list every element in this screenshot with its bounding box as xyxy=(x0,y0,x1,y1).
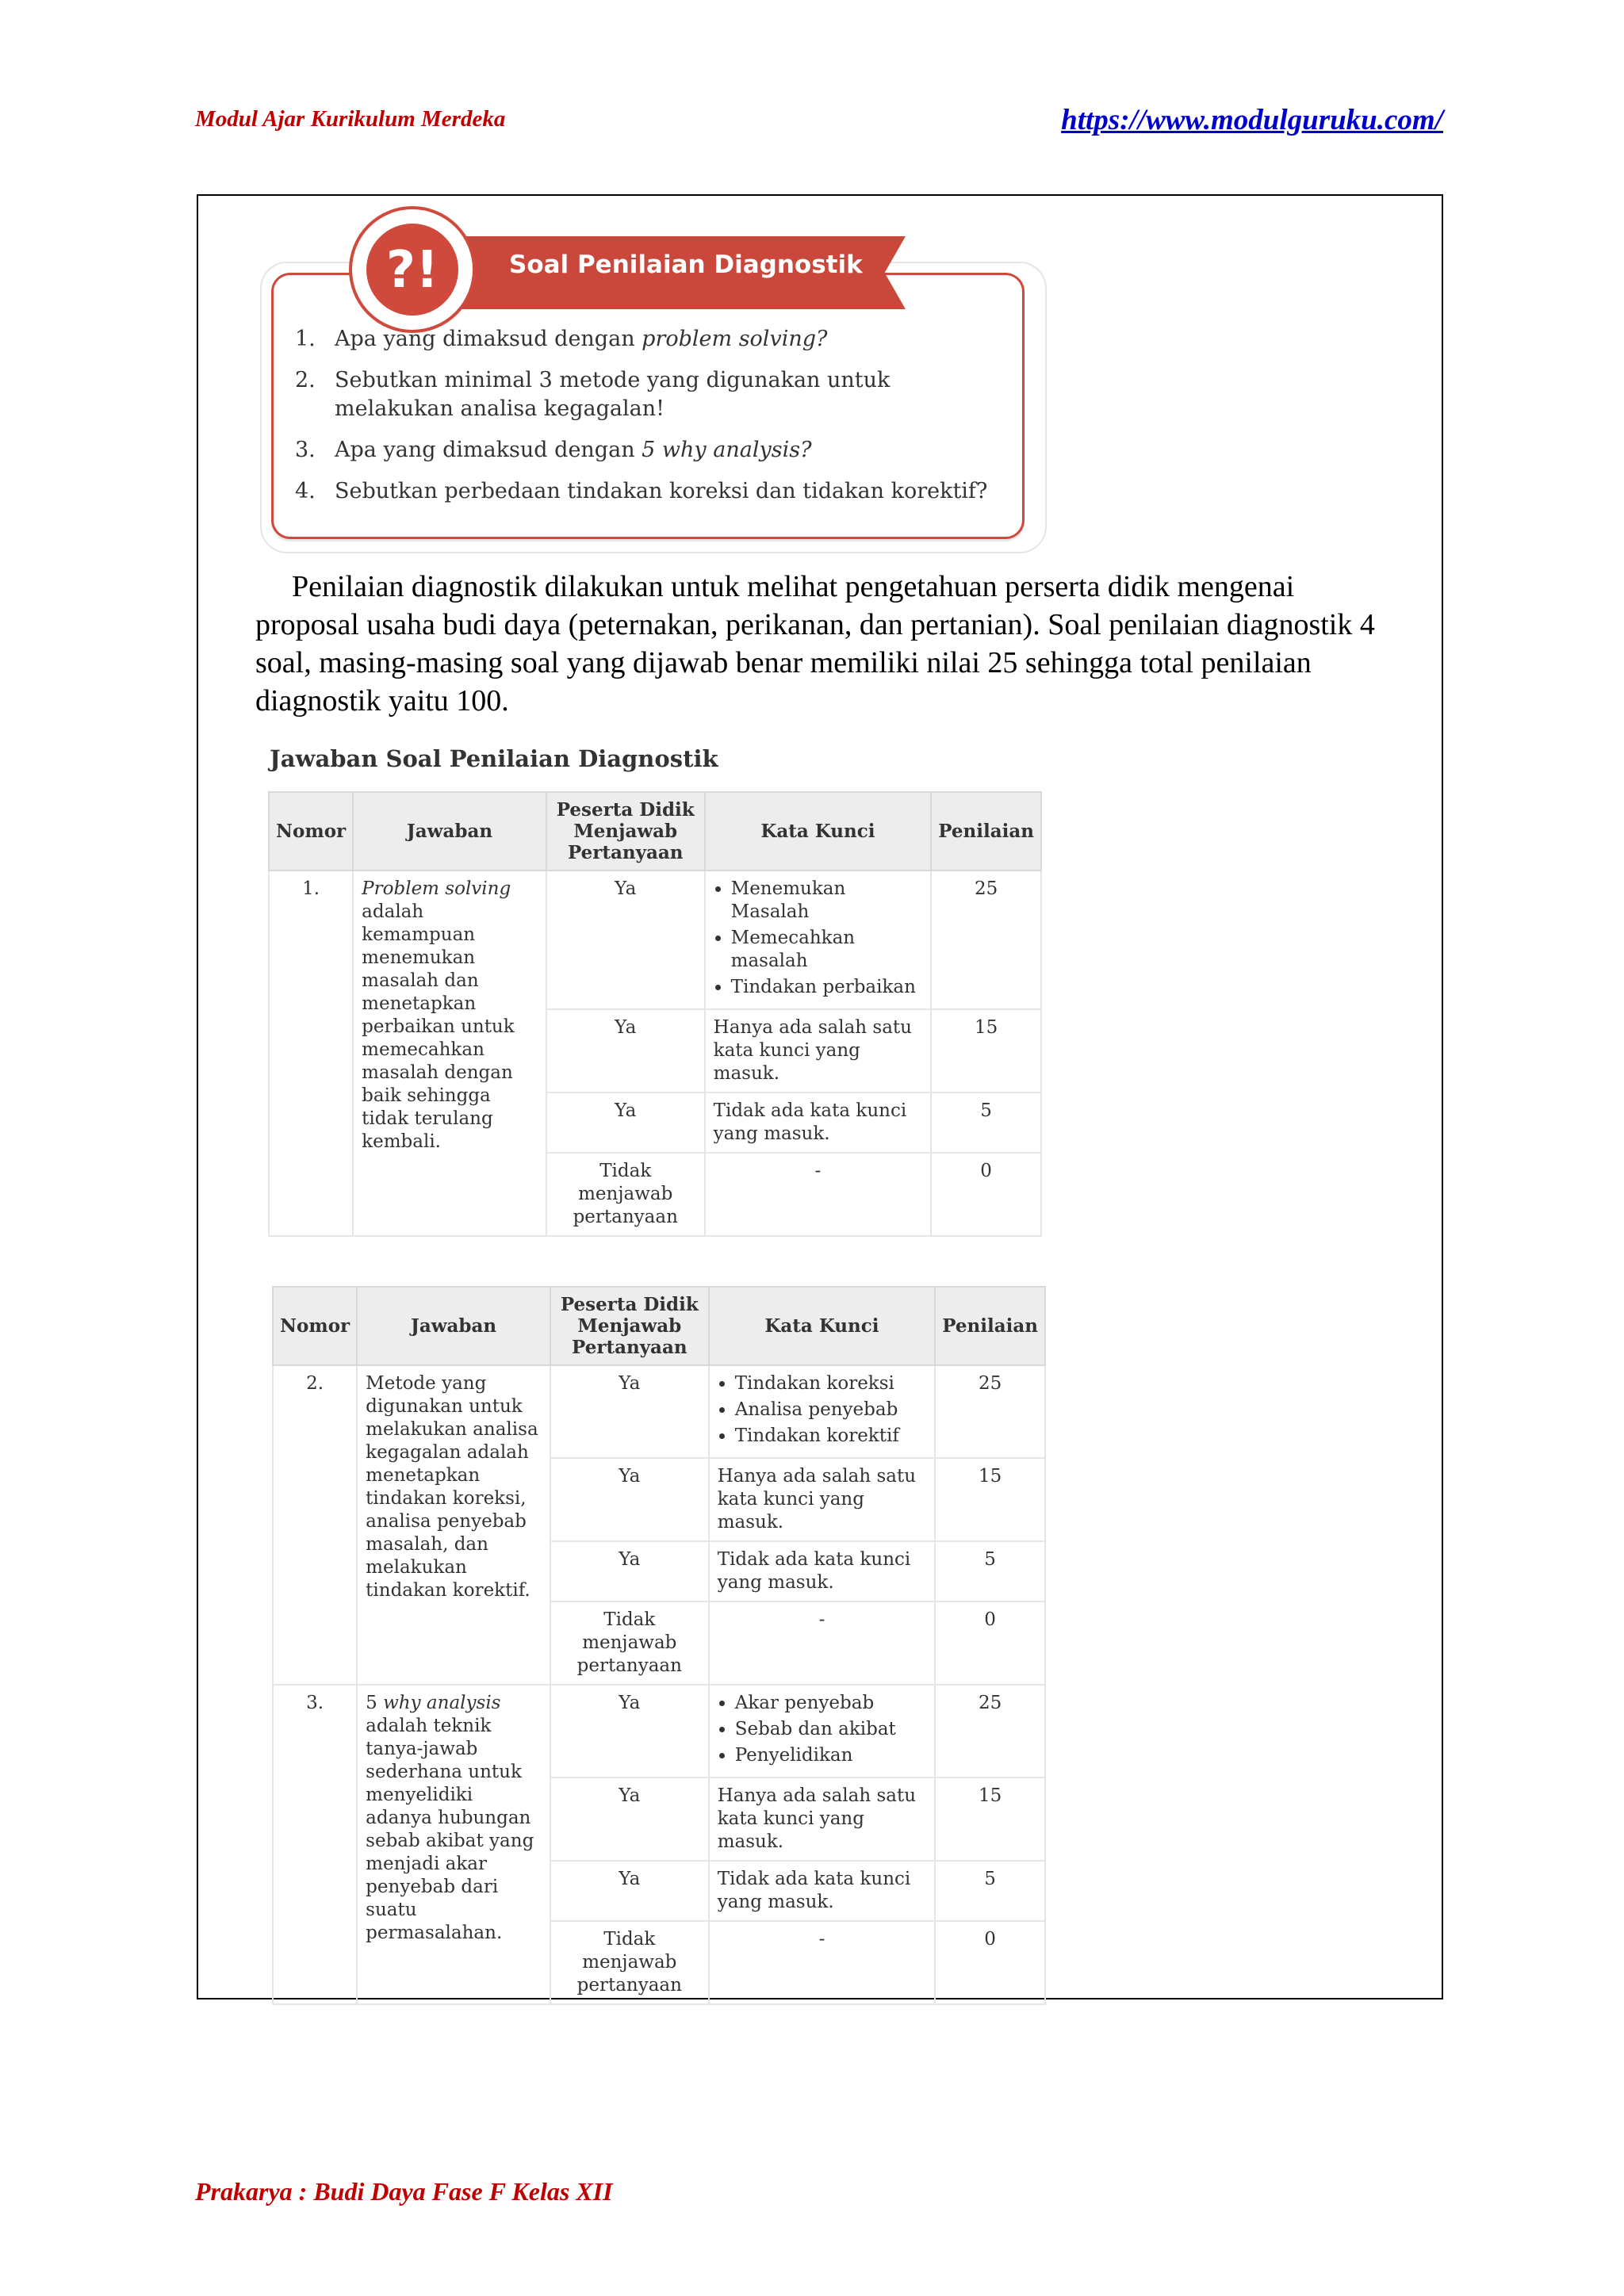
question-item xyxy=(295,366,1009,423)
keywords-cell xyxy=(709,1365,936,1458)
diagnostic-title: Soal Penilaian Diagnostik xyxy=(509,251,863,279)
answer-cell: Metode yang digunakan untuk melakukan analisa kegagalan adalah menetapkan tindakan koreksi, analisa penyebab masalah, dan melakukan tindakan korektif. xyxy=(357,1365,550,1685)
response-cell: Tidak menjawab pertanyaan xyxy=(550,1601,709,1685)
answer-cell xyxy=(353,871,546,1236)
question-emphasis: 5 why analysis? xyxy=(642,438,812,462)
table-row xyxy=(273,1365,1045,1458)
col-jawaban: Jawaban xyxy=(353,792,546,871)
row-number: 2. xyxy=(273,1365,357,1685)
question-text: Sebutkan minimal 3 metode yang digunakan untuk melakukan analisa kegagalan! xyxy=(335,368,891,421)
keywords-cell: Tidak ada kata kunci yang masuk. xyxy=(709,1861,936,1921)
question-text: Sebutkan perbedaan tindakan koreksi dan tidakan korektif? xyxy=(335,479,988,503)
keywords-cell: Tidak ada kata kunci yang masuk. xyxy=(709,1541,936,1601)
col-penilaian: Penilaian xyxy=(931,792,1041,871)
table-header-row xyxy=(269,792,1041,871)
keyword: • Tindakan korektif xyxy=(735,1425,927,1448)
answer-prefix: 5 xyxy=(366,1693,384,1713)
row-number: 3. xyxy=(273,1685,357,2004)
question-number: 4. xyxy=(295,479,316,503)
question-number: 1. xyxy=(295,327,316,351)
score-cell: 0 xyxy=(935,1601,1045,1685)
body-paragraph xyxy=(255,568,1381,720)
paragraph-text: Penilaian diagnostik dilakukan untuk melihat pengetahuan perserta didik mengenai proposal usaha budi daya (peternakan, perikanan, dan pertanian). Soal penilaian diagnostik 4 soal, masing-masing soal yang dijawab benar memiliki nilai 25 sehingga total penilaian diagnostik yaitu 100. xyxy=(255,570,1375,718)
footer-text: Prakarya : Budi Daya Fase F Kelas XII xyxy=(195,2177,613,2206)
keywords-cell: Hanya ada salah satu kata kunci yang masuk. xyxy=(709,1458,936,1541)
question-text: Apa yang dimaksud dengan xyxy=(335,327,642,351)
keywords-cell: Tidak ada kata kunci yang masuk. xyxy=(705,1093,932,1153)
question-item xyxy=(295,436,1009,465)
header-link[interactable]: https://www.modulguruku.com/ xyxy=(1061,104,1443,136)
answer-cell xyxy=(357,1685,550,2004)
score-cell: 0 xyxy=(935,1921,1045,2004)
score-cell: 5 xyxy=(935,1861,1045,1921)
response-cell: Ya xyxy=(546,1093,705,1153)
keyword: • Analisa penyebab xyxy=(735,1399,927,1422)
score-cell: 5 xyxy=(935,1541,1045,1601)
keywords-cell xyxy=(709,1685,936,1777)
col-kata-kunci: Kata Kunci xyxy=(709,1287,936,1365)
answer-text: adalah kemampuan menemukan masalah dan menetapkan perbaikan untuk memecahkan masalah dengan baik sehingga tidak terulang kembali. xyxy=(362,901,515,1152)
keywords-cell: Hanya ada salah satu kata kunci yang masuk. xyxy=(705,1009,932,1093)
col-peserta: Peserta Didik Menjawab Pertanyaan xyxy=(546,792,705,871)
table-row xyxy=(273,1685,1045,1777)
keywords-cell: - xyxy=(709,1601,936,1685)
response-cell: Tidak menjawab pertanyaan xyxy=(546,1153,705,1236)
score-cell: 0 xyxy=(931,1153,1041,1236)
response-cell: Ya xyxy=(550,1861,709,1921)
diagnostic-card xyxy=(255,206,1048,555)
response-cell: Ya xyxy=(550,1777,709,1861)
response-cell: Ya xyxy=(550,1685,709,1777)
header-title: Modul Ajar Kurikulum Merdeka xyxy=(195,106,506,132)
question-emphasis: problem solving? xyxy=(642,327,828,351)
row-number: 1. xyxy=(269,871,353,1236)
response-cell: Ya xyxy=(546,1009,705,1093)
question-exclamation-icon: ?! xyxy=(385,241,439,300)
answer-text: adalah teknik tanya-jawab sederhana untuk menyelidiki adanya hubungan sebab akibat yang menjadi akar penyebab dari suatu permasalahan. xyxy=(366,1716,534,1943)
col-kata-kunci: Kata Kunci xyxy=(705,792,932,871)
keyword: • Memecahkan masalah xyxy=(731,927,923,973)
score-cell: 5 xyxy=(931,1093,1041,1153)
keyword: • Menemukan Masalah xyxy=(731,878,923,924)
col-nomor: Nomor xyxy=(273,1287,357,1365)
question-number: 2. xyxy=(295,368,316,392)
keyword: • Tindakan perbaikan xyxy=(731,976,923,999)
keyword: • Tindakan koreksi xyxy=(735,1372,927,1395)
question-item xyxy=(295,477,1009,506)
col-peserta: Peserta Didik Menjawab Pertanyaan xyxy=(550,1287,709,1365)
col-penilaian: Penilaian xyxy=(935,1287,1045,1365)
score-cell: 15 xyxy=(931,1009,1041,1093)
response-cell: Ya xyxy=(550,1365,709,1458)
question-text: Apa yang dimaksud dengan xyxy=(335,438,642,462)
keywords-cell: Hanya ada salah satu kata kunci yang masuk. xyxy=(709,1777,936,1861)
question-item xyxy=(295,325,1009,354)
question-list xyxy=(295,325,1009,519)
response-cell: Ya xyxy=(550,1541,709,1601)
keyword: • Akar penyebab xyxy=(735,1692,927,1715)
keyword: • Sebab dan akibat xyxy=(735,1718,927,1741)
answer-emphasis: why analysis xyxy=(383,1693,501,1713)
answer-table-1 xyxy=(268,791,1042,1237)
response-cell: Ya xyxy=(550,1458,709,1541)
col-jawaban: Jawaban xyxy=(357,1287,550,1365)
response-cell: Tidak menjawab pertanyaan xyxy=(550,1921,709,2004)
question-number: 3. xyxy=(295,438,316,462)
keywords-cell: - xyxy=(709,1921,936,2004)
response-cell: Ya xyxy=(546,871,705,1009)
answer-table-2 xyxy=(272,1286,1046,2005)
answers-title: Jawaban Soal Penilaian Diagnostik xyxy=(270,745,718,772)
table-header-row xyxy=(273,1287,1045,1365)
score-cell: 15 xyxy=(935,1458,1045,1541)
score-cell: 25 xyxy=(935,1685,1045,1777)
keywords-cell: - xyxy=(705,1153,932,1236)
answer-emphasis: Problem solving xyxy=(362,878,511,899)
score-cell: 15 xyxy=(935,1777,1045,1861)
col-nomor: Nomor xyxy=(269,792,353,871)
keyword: • Penyelidikan xyxy=(735,1744,927,1767)
score-cell: 25 xyxy=(935,1365,1045,1458)
table-row xyxy=(269,871,1041,1009)
keywords-cell xyxy=(705,871,932,1009)
score-cell: 25 xyxy=(931,871,1041,1009)
